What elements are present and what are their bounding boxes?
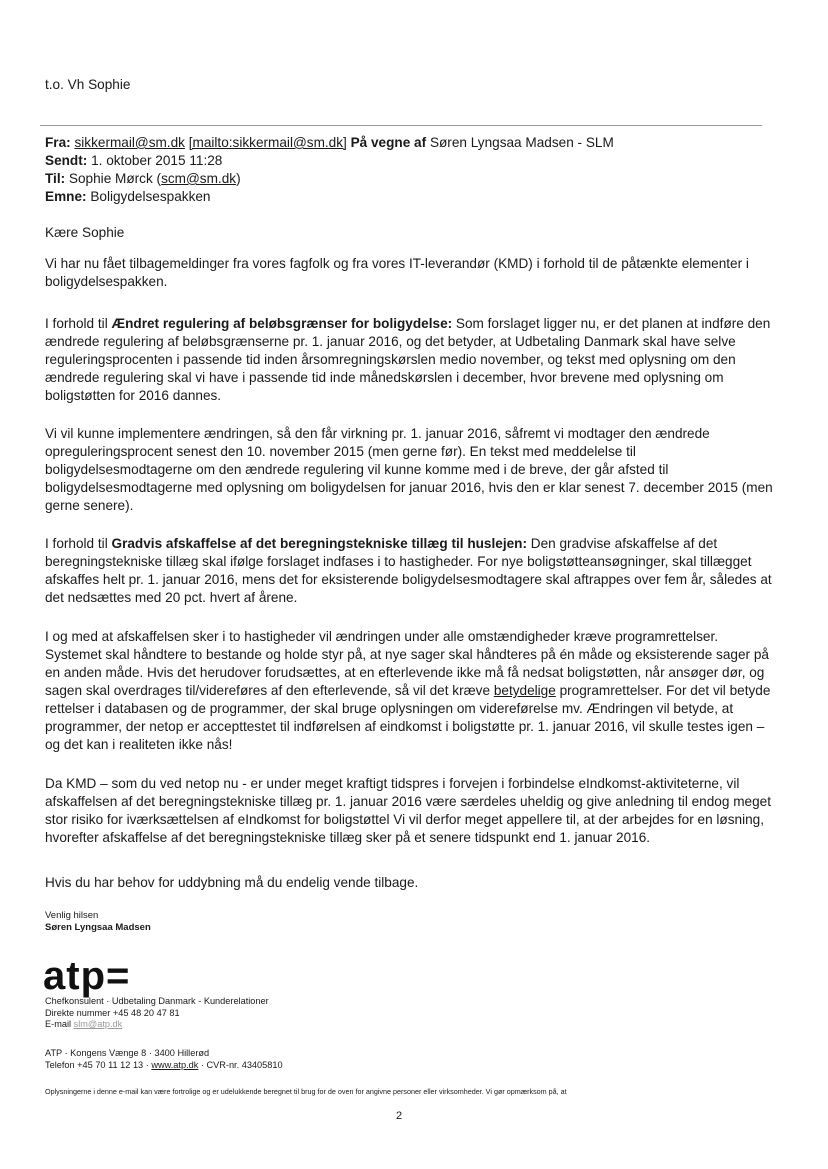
phone-prefix: Telefon +45 70 11 12 13 ·	[45, 1059, 152, 1070]
to-line	[45, 170, 614, 188]
contact-email-label: E-mail	[45, 1019, 74, 1029]
to-label: Til:	[45, 171, 66, 186]
signature-block	[45, 910, 151, 934]
on-behalf-label: På vegne af	[350, 135, 427, 150]
paragraph-regulation-text: Som forslaget ligger nu, er det planen at indføre den ændrede regulering af beløbsgrænserne pr. 1. januar 2016, og det betyder, at Udbetaling Danmark skal have selve reguleringsprocenten i passende tid inden årsomregningskørslen medio november, og tekst med oplysning om den ændrede regulering skal vi have i passende tid inde månedskørslen i december, hvor brevene med oplysning om boligstøtten for 2016 dannes.	[45, 316, 771, 403]
website-link[interactable]: www.atp.dk	[151, 1059, 199, 1070]
from-label: Fra:	[45, 135, 71, 150]
disclaimer: Oplysningerne i denne e-mail kan være fortrolige og er udelukkende beregnet til brug for de oven for angivne personer eller virksomheder. Vi gør opmærksom på, at	[45, 1087, 567, 1096]
paragraph-program-changes-underlined: betydelige	[493, 683, 556, 698]
paragraph-regulation-prefix: I forhold til	[45, 316, 112, 331]
paragraph-regulation-heading: Ændret regulering af beløbsgrænser for boligydelse:	[111, 316, 453, 331]
to-name: Sophie Mørck (	[68, 171, 162, 186]
to-close: )	[236, 171, 241, 186]
signature-name: Søren Lyngsaa Madsen	[45, 922, 151, 933]
salutation: Kære Sophie	[45, 225, 125, 240]
subject-label: Emne:	[45, 189, 87, 204]
paragraph-regulation	[45, 315, 775, 405]
contact-email-line	[45, 1019, 269, 1031]
address-block	[45, 1048, 283, 1071]
to-email-link[interactable]: scm@sm.dk	[161, 171, 237, 186]
sent-label: Sendt:	[45, 153, 88, 168]
paragraph-implementation: Vi vil kunne implementere ændringen, så den får virkning pr. 1. januar 2016, såfremt vi modtager den ændrede opreguleringsprocent senest den 10. november 2015 (men gerne før). En tekst med meddelelse til boligydelsesmodtagerne om den ændrede regulering vil kunne komme med i de breve, der går afsted til boligydelsesmodtagerne med oplysning om boligydelsen for januar 2016, hvis den er klar senest 7. december 2015 (men gerne senere).	[45, 426, 773, 513]
paragraph-supplement	[45, 535, 775, 607]
subject-line	[45, 188, 614, 206]
paragraph-kmd-pressure: Da KMD – som du ved netop nu - er under meget kraftigt tidspres i forvejen i forbindelse eIndkomst-aktiviteterne, vil afskaffelsen af det beregningstekniske tillæg pr. 1. januar 2016 være særdeles uheldig og give anledning til endog meget stor risiko for iværksættelsen af eIndkomst for boligstøttel Vi vil derfor meget appellere til, at der arbejdes for en løsning, hvorefter afskaffelse af det beregningstekniske tillæg sker på et senere tidspunkt end 1. januar 2016.	[45, 776, 771, 845]
cvr-number: · CVR-nr. 43405810	[198, 1059, 283, 1070]
paragraph-closing: Hvis du har behov for uddybning må du endelig vende tilbage.	[45, 875, 419, 890]
page-number: 2	[396, 1110, 403, 1122]
contact-block	[45, 996, 269, 1031]
paragraph-program-changes-part1: I og med at afskaffelsen sker i to hastigheder vil ændringen under alle omstændigheder kræve programrettelser. Systemet skal håndtere to bestande og holde styr på, at nye sager skal håndteres på én måde og eksisterende sager på en anden måde. Hvis det herudover forudsættes, at en efterlevende ikke må få nedsat boligstøtten, når ansøger dør, og sagen skal overdrages til/videreføres af den efterlevende, så vil det kræve	[45, 629, 769, 698]
contact-title: Chefkonsulent · Udbetaling Danmark - Kunderelationer	[45, 996, 269, 1006]
paragraph-program-changes	[45, 628, 775, 754]
paragraph-supplement-prefix: I forhold til	[45, 536, 112, 551]
paragraph-intro: Vi har nu fået tilbagemeldinger fra vores fagfolk og fra vores IT-leverandør (KMD) i forhold til de påtænkte elementer i boligydelsespakken.	[45, 256, 749, 289]
on-behalf-name: Søren Lyngsaa Madsen - SLM	[429, 135, 614, 150]
header-divider	[40, 125, 762, 126]
paragraph-supplement-heading: Gradvis afskaffelse af det beregningstekniske tillæg til huslejen:	[111, 536, 527, 551]
forward-sign-off: t.o. Vh Sophie	[45, 77, 131, 92]
from-mailto-link[interactable]: [mailto:sikkermail@sm.dk]	[188, 135, 347, 150]
address-line: ATP · Kongens Vænge 8 · 3400 Hillerød	[45, 1048, 210, 1058]
paragraph-supplement-text: Den gradvise afskaffelse af det beregningstekniske tillæg skal ifølge forslaget indfases i to hastigheder. For nye boligstøtteansøgninger, skal tillægget afskaffes helt pr. 1. januar 2016, mens det for eksisterende boligydelsesmodtagere skal aftrappes over fem år, således at det nedsættes med 20 pct. hvert af årene.	[45, 536, 772, 605]
subject-value: Boligydelsespakken	[90, 189, 211, 204]
signature-closing: Venlig hilsen	[45, 910, 99, 921]
contact-email-link[interactable]: slm@atp.dk	[73, 1019, 123, 1029]
atp-logo: atp=	[43, 954, 131, 998]
paragraph-program-changes-part2: programrettelser. For det vil betyde rettelser i databasen og de programmer, der skal bruge oplysningen om videreførelse mv. Ændringen vil betyde, at programmer, der netop er accepttestet til indførelsen af eindkomst i boligstøtte pr. 1. januar 2016, vil skulle testes igen – og det kan i realiteten ikke nås!	[45, 683, 771, 752]
contact-direct-phone: Direkte nummer +45 48 20 47 81	[45, 1007, 180, 1018]
phone-line	[45, 1060, 283, 1072]
sent-value: 1. oktober 2015 11:28	[91, 153, 223, 168]
from-email-link[interactable]: sikkermail@sm.dk	[74, 135, 185, 150]
sent-line	[45, 152, 614, 170]
email-headers	[45, 134, 614, 206]
from-line	[45, 134, 614, 152]
